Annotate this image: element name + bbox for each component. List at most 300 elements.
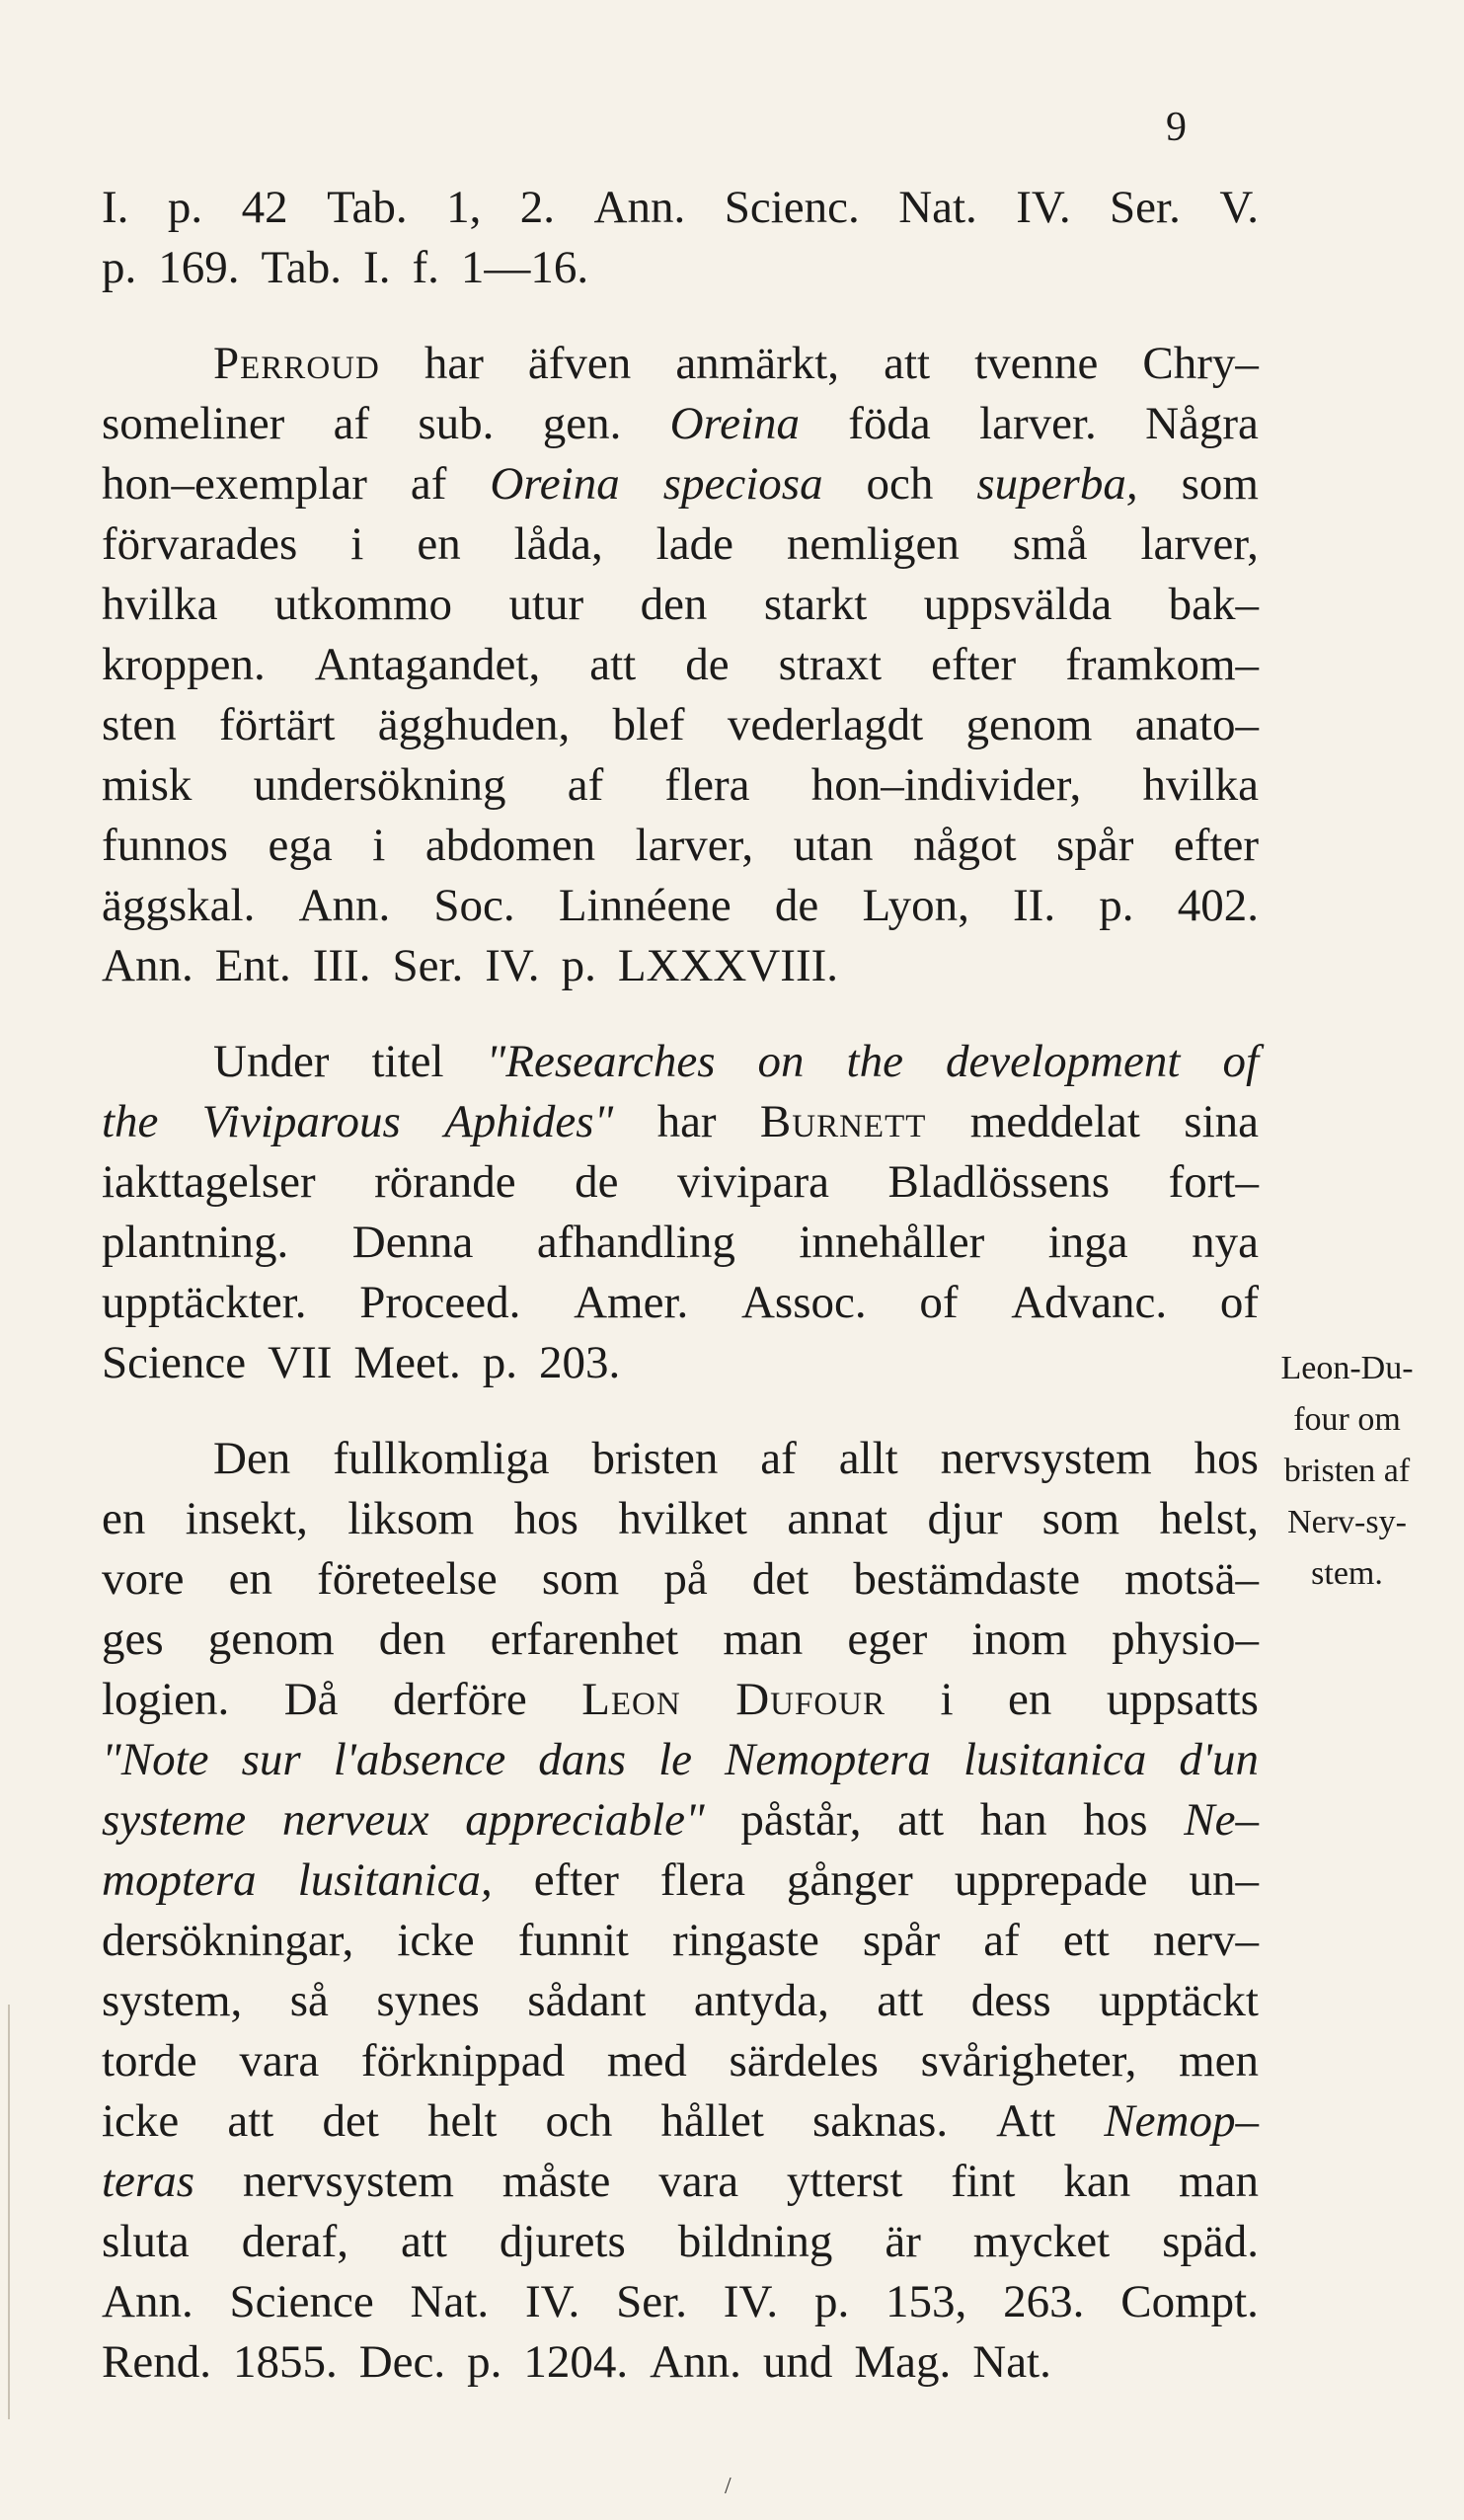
word: Oreina — [490, 458, 620, 510]
word: d'un — [1179, 1734, 1259, 1785]
word: development — [945, 1036, 1181, 1087]
word: upptäckter. — [102, 1277, 307, 1328]
word: framkom– — [1065, 639, 1259, 690]
body-text — [102, 178, 1259, 2393]
word: efter — [1173, 820, 1259, 871]
word: påstår, — [740, 1794, 862, 1846]
word: har — [424, 338, 484, 389]
word: något — [913, 820, 1017, 871]
word: nervsystem — [242, 2156, 454, 2207]
word: Ser. — [392, 940, 464, 991]
text-line — [102, 1152, 1259, 1213]
word: Nat. — [898, 182, 977, 233]
word: Aphides" — [444, 1096, 614, 1147]
word: hos — [513, 1493, 578, 1544]
word: föda — [848, 398, 931, 449]
word: nervsystem — [940, 1433, 1152, 1484]
word: blef — [612, 699, 685, 750]
word: teras — [102, 2156, 194, 2207]
margin-note-line: bristen af — [1283, 1453, 1411, 1489]
word: Soc. — [433, 880, 515, 931]
word: nya — [1192, 1217, 1259, 1268]
text-line — [102, 1092, 1259, 1152]
word: IV. — [723, 2276, 779, 2327]
text-line — [102, 2152, 1259, 2212]
paragraph-burnett — [102, 1032, 1259, 1393]
word: sådant — [527, 1975, 647, 2026]
word: insekt, — [185, 1493, 308, 1544]
word: nerv– — [1152, 1915, 1259, 1966]
word: someliner — [102, 398, 285, 449]
word: Ann. — [102, 2276, 193, 2327]
word: ges — [102, 1614, 164, 1665]
word: Advanc. — [1011, 1277, 1168, 1328]
word: torde — [102, 2035, 197, 2087]
word: särdeles — [729, 2035, 879, 2087]
word: kroppen. — [102, 639, 266, 690]
word: Nemoptera — [725, 1734, 931, 1785]
word: antyda, — [693, 1975, 829, 2026]
text-line — [102, 1790, 1259, 1851]
text-line — [102, 1429, 1259, 1489]
word: dersökningar, — [102, 1915, 354, 1966]
word: att — [400, 2216, 447, 2267]
paragraph-dufour — [102, 1429, 1259, 2393]
word: und — [762, 2336, 833, 2388]
word: genom — [207, 1614, 335, 1665]
word: Amer. — [574, 1277, 689, 1328]
word: späd. — [1162, 2216, 1259, 2267]
word: Compt. — [1120, 2276, 1259, 2327]
word: Denna — [351, 1217, 474, 1268]
word: 263. — [1003, 2276, 1085, 2327]
word: Rend. — [102, 2336, 211, 2388]
text-line — [102, 2212, 1259, 2272]
word: VII — [268, 1337, 333, 1388]
word: Oreina — [669, 398, 801, 449]
word: Under — [213, 1036, 330, 1087]
word: på — [663, 1553, 708, 1605]
word: att — [589, 639, 637, 690]
text-line — [102, 1213, 1259, 1273]
word: i — [372, 820, 386, 871]
margin-note-line: Nerv-sy- — [1287, 1504, 1407, 1540]
word: att — [877, 1975, 924, 2026]
word: LXXXVIII. — [617, 940, 838, 991]
word: systeme — [102, 1794, 247, 1846]
word: Perroud — [213, 338, 380, 389]
word: erfarenhet — [490, 1614, 679, 1665]
word: ega — [268, 820, 333, 871]
word: den — [378, 1614, 446, 1665]
word: upptäckt — [1099, 1975, 1259, 2026]
word: svårigheter, — [920, 2035, 1137, 2087]
word: företeelse — [317, 1553, 498, 1605]
word: han — [979, 1794, 1047, 1846]
word: mycket — [972, 2216, 1111, 2267]
word: förtärt — [219, 699, 336, 750]
word: af — [983, 1915, 1020, 1966]
word: inom — [971, 1614, 1067, 1665]
word: larver, — [1140, 518, 1259, 570]
word: af — [410, 458, 447, 510]
word: physio– — [1112, 1614, 1259, 1665]
word: ett — [1062, 1915, 1110, 1966]
text-line — [102, 1333, 1259, 1393]
word: vara — [658, 2156, 739, 2207]
word: Nemop– — [1104, 2095, 1259, 2147]
word: har — [656, 1096, 717, 1147]
word: motsä– — [1124, 1553, 1259, 1605]
word: spår — [1056, 820, 1134, 871]
word: of — [919, 1277, 959, 1328]
scan-edge-shadow — [8, 2005, 10, 2419]
word: af — [333, 398, 370, 449]
word: system, — [102, 1975, 243, 2026]
word: 1855. — [232, 2336, 338, 2388]
word: sina — [1184, 1096, 1259, 1147]
word: 169. — [158, 242, 240, 293]
word: p. — [482, 1337, 517, 1388]
word: innehåller — [799, 1217, 985, 1268]
word: förvarades — [102, 518, 298, 570]
word: misk — [102, 759, 193, 811]
word: I. — [363, 242, 391, 293]
text-line — [102, 1549, 1259, 1610]
word: gånger — [786, 1854, 913, 1906]
word: af — [567, 759, 604, 811]
word: 42 — [241, 182, 288, 233]
word: sten — [102, 699, 177, 750]
margin-note-line: Leon-Du- — [1280, 1350, 1414, 1386]
word: titel — [371, 1036, 444, 1087]
text-line — [102, 178, 1259, 238]
word: en — [1008, 1674, 1052, 1725]
word: liksom — [347, 1493, 475, 1544]
text-line — [102, 1610, 1259, 1670]
word: Dec. — [358, 2336, 446, 2388]
word: helt — [426, 2095, 498, 2147]
word: i — [350, 518, 364, 570]
word: p. — [167, 182, 203, 233]
word: att — [227, 2095, 274, 2147]
word: ägghuden, — [377, 699, 571, 750]
text-line — [102, 2091, 1259, 2152]
word: Den — [213, 1433, 291, 1484]
word: bristen — [591, 1433, 719, 1484]
text-line — [102, 2272, 1259, 2332]
word: 402. — [1177, 880, 1259, 931]
word: ringaste — [672, 1915, 819, 1966]
word: starkt — [763, 579, 868, 630]
word: hållet — [660, 2095, 764, 2147]
word: funnos — [102, 820, 228, 871]
word: Antagandet, — [314, 639, 541, 690]
word: och — [545, 2095, 613, 2147]
text-line — [102, 2332, 1259, 2393]
word: vederlagdt — [727, 699, 924, 750]
word: djur — [927, 1493, 1003, 1544]
word: iakttagelser — [102, 1156, 316, 1208]
word: hos — [1194, 1433, 1259, 1484]
word: de — [774, 880, 819, 931]
word: larver, — [635, 820, 754, 871]
text-line — [102, 1489, 1259, 1549]
page-number: 9 — [1166, 105, 1187, 150]
word: f. — [412, 242, 439, 293]
word: Ne– — [1184, 1794, 1259, 1846]
word: synes — [376, 1975, 480, 2026]
word: of — [1222, 1036, 1259, 1087]
word: IV. — [525, 2276, 580, 2327]
word: en — [228, 1553, 272, 1605]
word: meddelat — [969, 1096, 1140, 1147]
word: de — [575, 1156, 619, 1208]
text-line — [102, 514, 1259, 575]
word: efter — [931, 639, 1017, 690]
word: lusitanica — [963, 1734, 1147, 1785]
text-line — [102, 454, 1259, 514]
word: eger — [847, 1614, 928, 1665]
word: V. — [1219, 182, 1259, 233]
word: flera — [659, 1854, 745, 1906]
text-line — [102, 635, 1259, 695]
word: man — [1179, 2156, 1259, 2207]
word: Proceed. — [359, 1277, 521, 1328]
word: hvilka — [1142, 759, 1259, 811]
word: med — [606, 2035, 687, 2087]
word: on — [757, 1036, 805, 1087]
word: djurets — [499, 2216, 626, 2267]
word: vivipara — [677, 1156, 830, 1208]
word: som — [1181, 458, 1259, 510]
word: helst, — [1159, 1493, 1259, 1544]
word: 1204. — [523, 2336, 629, 2388]
word: det — [751, 1553, 809, 1605]
word: 1, — [446, 182, 482, 233]
word: en — [417, 518, 461, 570]
word: förknippad — [360, 2035, 566, 2087]
word: annat — [787, 1493, 888, 1544]
word: appreciable" — [465, 1794, 705, 1846]
word: icke — [397, 1915, 475, 1966]
word: ytterst — [786, 2156, 903, 2207]
paragraph-ref-continued — [102, 178, 1259, 298]
text-line — [102, 334, 1259, 394]
word: bildning — [677, 2216, 833, 2267]
word: sur — [241, 1734, 301, 1785]
word: dess — [970, 1975, 1051, 2026]
word: Leon — [581, 1674, 681, 1725]
word: Att — [996, 2095, 1056, 2147]
margin-note-line: four om — [1293, 1401, 1401, 1438]
word: är — [885, 2216, 921, 2267]
word: utan — [793, 820, 874, 871]
word: flera — [664, 759, 750, 811]
text-line — [102, 816, 1259, 876]
word: Burnett — [759, 1096, 927, 1147]
text-line — [102, 1670, 1259, 1730]
word: fullkomliga — [333, 1433, 550, 1484]
word: spår — [862, 1915, 941, 1966]
word: uppsvälda — [923, 579, 1113, 630]
text-line — [102, 1851, 1259, 1911]
word: l'absence — [333, 1734, 506, 1785]
word: vore — [102, 1553, 185, 1605]
text-line — [102, 1971, 1259, 2031]
word: Nat. — [410, 2276, 490, 2327]
word: man — [723, 1614, 804, 1665]
word: Assoc. — [740, 1277, 867, 1328]
word: superba, — [976, 458, 1138, 510]
text-line — [102, 394, 1259, 454]
word: de — [685, 639, 730, 690]
word: och — [866, 458, 934, 510]
word: the — [102, 1096, 159, 1147]
word: anato– — [1134, 699, 1259, 750]
word: p. — [1099, 880, 1134, 931]
word: speciosa — [662, 458, 823, 510]
word: tvenne — [974, 338, 1099, 389]
word: Science — [229, 2276, 374, 2327]
word: Scienc. — [724, 182, 860, 233]
word: kan — [1063, 2156, 1131, 2207]
word: abdomen — [424, 820, 596, 871]
word: Meet. — [353, 1337, 461, 1388]
word: Tab. — [261, 242, 343, 293]
word: IV. — [1016, 182, 1071, 233]
word: larver. — [979, 398, 1097, 449]
word: III. — [312, 940, 371, 991]
word: bestämdaste — [853, 1553, 1081, 1605]
word: af — [760, 1433, 797, 1484]
word: afhandling — [536, 1217, 735, 1268]
word: Dufour — [735, 1674, 886, 1725]
word: hon–exemplar — [102, 458, 367, 510]
text-line — [102, 755, 1259, 816]
word: le — [658, 1734, 692, 1785]
word: måste — [501, 2156, 611, 2207]
text-line — [102, 238, 1259, 298]
word: Mag. — [854, 2336, 952, 2388]
word: Bladlössens — [887, 1156, 1111, 1208]
word: p. — [813, 2276, 850, 2327]
word: allt — [838, 1433, 898, 1484]
margin-note — [1236, 1343, 1458, 1600]
word: utur — [508, 579, 584, 630]
text-line — [102, 2031, 1259, 2091]
word: 203. — [538, 1337, 621, 1388]
word: un– — [1189, 1854, 1259, 1906]
word: nemligen — [786, 518, 960, 570]
word: the — [846, 1036, 903, 1087]
word: Ann. — [650, 2336, 741, 2388]
word: 153, — [886, 2276, 967, 2327]
word: sluta — [102, 2216, 190, 2267]
word: lusitanica, — [297, 1854, 493, 1906]
word: Linnéene — [558, 880, 732, 931]
word: låda, — [513, 518, 603, 570]
text-line — [102, 1911, 1259, 1971]
word: vara — [239, 2035, 320, 2087]
word: II. — [1013, 880, 1056, 931]
text-line — [102, 1273, 1259, 1333]
word: p. — [561, 940, 596, 991]
word: saknas. — [812, 2095, 949, 2147]
word: Tab. — [327, 182, 408, 233]
word: dans — [538, 1734, 627, 1785]
word: inga — [1047, 1217, 1128, 1268]
word: att — [884, 338, 931, 389]
word: den — [640, 579, 708, 630]
word: 2. — [519, 182, 556, 233]
word: genom — [965, 699, 1093, 750]
word: Ann. — [102, 940, 193, 991]
word: bak– — [1168, 579, 1259, 630]
word: Nat. — [972, 2336, 1051, 2388]
word: "Researches — [486, 1036, 716, 1087]
word: hvilket — [618, 1493, 747, 1544]
word: nerveux — [281, 1794, 429, 1846]
word: I. — [102, 182, 129, 233]
word: Några — [1145, 398, 1259, 449]
word: logien. — [102, 1674, 230, 1725]
word: hvilka — [102, 579, 218, 630]
word: fort– — [1168, 1156, 1259, 1208]
text-line — [102, 1730, 1259, 1790]
word: funnit — [517, 1915, 629, 1966]
word: anmärkt, — [675, 338, 840, 389]
word: p. — [102, 242, 137, 293]
word: Ent. — [214, 940, 291, 991]
word: Chry– — [1142, 338, 1259, 389]
word: Ann. — [298, 880, 391, 931]
word: äggskal. — [102, 880, 256, 931]
word: icke — [102, 2095, 180, 2147]
word: deraf, — [241, 2216, 348, 2267]
word: 1—16. — [460, 242, 589, 293]
word: lade — [655, 518, 733, 570]
word: straxt — [778, 639, 883, 690]
word: plantning. — [102, 1217, 289, 1268]
word: som — [1041, 1493, 1120, 1544]
text-line — [102, 575, 1259, 635]
word: undersökning — [253, 759, 506, 811]
word: så — [289, 1975, 329, 2026]
word: efter — [533, 1854, 619, 1906]
text-line — [102, 936, 1259, 996]
text-line — [102, 695, 1259, 755]
text-line — [102, 876, 1259, 936]
word: uppsatts — [1106, 1674, 1259, 1725]
word: p. — [467, 2336, 502, 2388]
bottom-mark: / — [725, 2474, 732, 2499]
word: derföre — [393, 1674, 527, 1725]
word: hon–individer, — [810, 759, 1082, 811]
word: "Note — [102, 1734, 209, 1785]
paragraph-gap — [102, 996, 1259, 1032]
word: Ann. — [593, 182, 686, 233]
word: som — [541, 1553, 620, 1605]
word: fint — [951, 2156, 1016, 2207]
word: utkommo — [273, 579, 453, 630]
word: Ser. — [616, 2276, 687, 2327]
word: små — [1012, 518, 1088, 570]
word: Då — [283, 1674, 339, 1725]
word: IV. — [485, 940, 540, 991]
word: Science — [102, 1337, 247, 1388]
word: of — [1219, 1277, 1259, 1328]
